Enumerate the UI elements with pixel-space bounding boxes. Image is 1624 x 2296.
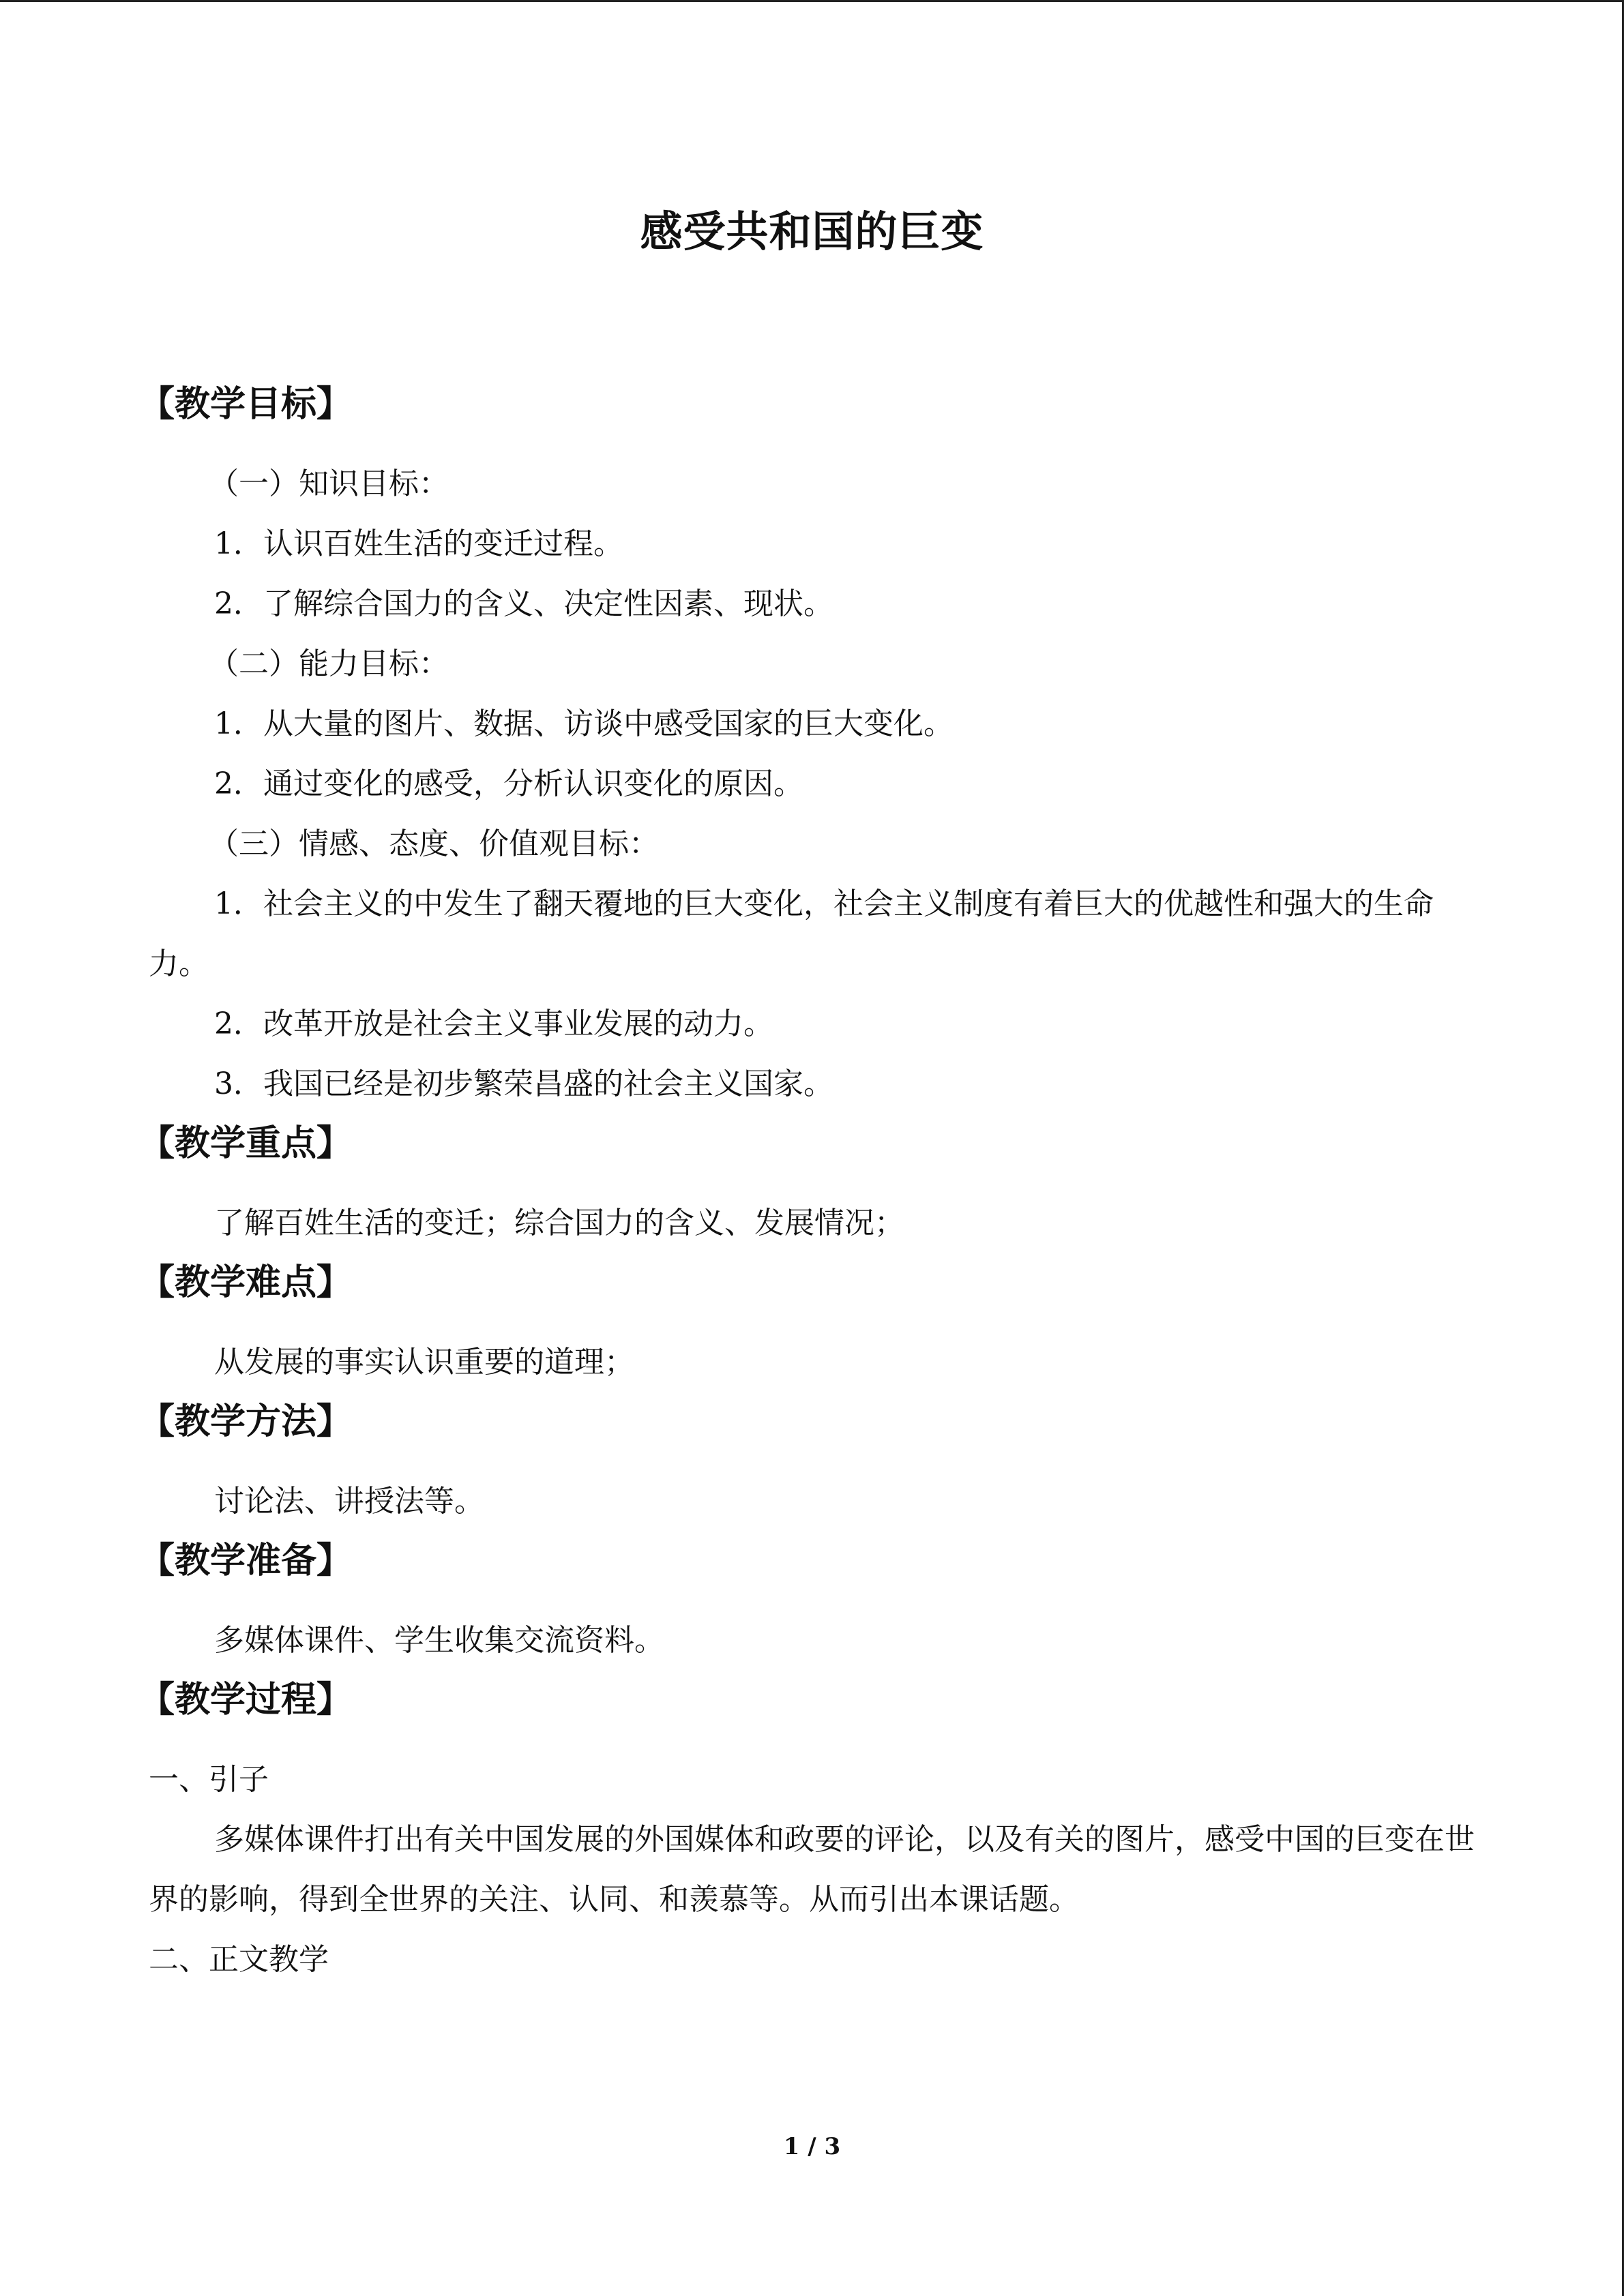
emotion-objective-2: 2．改革开放是社会主义事业发展的动力。 [214, 1007, 773, 1041]
section-objectives [139, 381, 1475, 1114]
section-heading-process: 【教学过程】 [139, 1680, 353, 1720]
emotion-objective-label: （三）情感、态度、价值观目标： [209, 826, 659, 861]
methods-text: 讨论法、讲授法等。 [214, 1484, 484, 1519]
section-difficulties [139, 1259, 1475, 1392]
document-body [139, 205, 1475, 1990]
process-step-2-label: 二、正文教学 [149, 1942, 329, 1977]
ability-objective-2: 2．通过变化的感受，分析认识变化的原因。 [214, 766, 803, 801]
knowledge-objective-label: （一）知识目标： [209, 466, 449, 501]
process-step-1-text: 多媒体课件打出有关中国发展的外国媒体和政要的评论，以及有关的图片，感受中国的巨变在世界的影响，得到全世界的关注、认同、和羡慕等。从而引出本课话题。 [149, 1822, 1475, 1917]
section-preparation [139, 1537, 1475, 1671]
section-heading-methods: 【教学方法】 [139, 1401, 353, 1442]
emotion-objective-1: 1．社会主义的中发生了翻天覆地的巨大变化，社会主义制度有着巨大的优越性和强大的生命力。 [149, 886, 1434, 981]
knowledge-objective-2: 2．了解综合国力的含义、决定性因素、现状。 [214, 586, 833, 621]
ability-objective-label: （二）能力目标： [209, 646, 449, 681]
emotion-objective-3: 3．我国已经是初步繁荣昌盛的社会主义国家。 [214, 1067, 833, 1101]
key-points-text: 了解百姓生活的变迁；综合国力的含义、发展情况； [214, 1206, 904, 1240]
section-heading-objectives: 【教学目标】 [139, 384, 353, 425]
section-heading-key-points: 【教学重点】 [139, 1123, 353, 1164]
section-methods [139, 1398, 1475, 1532]
section-process [139, 1676, 1475, 1990]
preparation-text: 多媒体课件、学生收集交流资料。 [214, 1623, 664, 1658]
difficulties-text: 从发展的事实认识重要的道理； [214, 1345, 634, 1380]
section-heading-difficulties: 【教学难点】 [139, 1262, 353, 1303]
ability-objective-1: 1．从大量的图片、数据、访谈中感受国家的巨大变化。 [214, 706, 954, 741]
page-number: 1 / 3 [783, 2133, 841, 2160]
process-step-1-label: 一、引子 [149, 1762, 269, 1797]
section-heading-preparation: 【教学准备】 [139, 1540, 353, 1581]
page-edge-top [0, 0, 1624, 2]
section-key-points [139, 1120, 1475, 1253]
document-title: 感受共和国的巨变 [640, 207, 984, 256]
knowledge-objective-1: 1．认识百姓生活的变迁过程。 [214, 526, 623, 561]
